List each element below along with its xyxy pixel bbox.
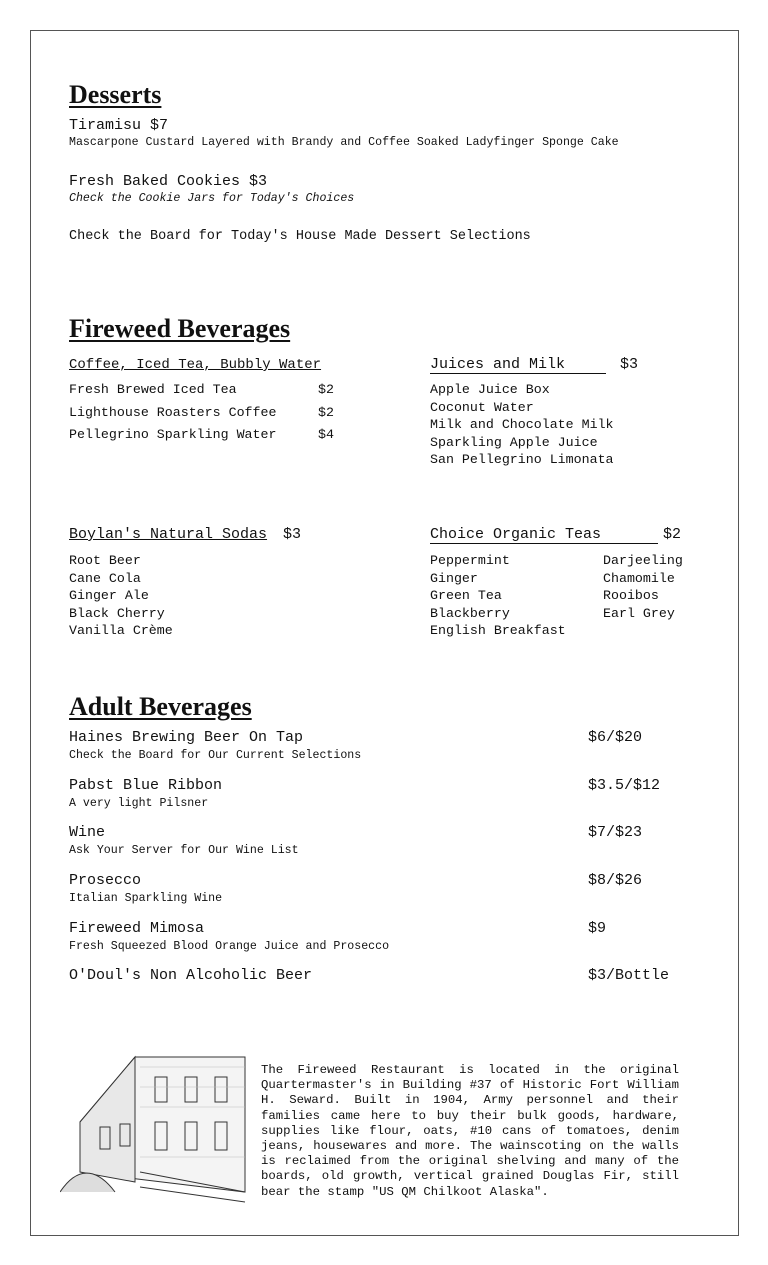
- dessert-name: Tiramisu $7: [69, 117, 169, 134]
- dessert-note: Check the Board for Today's House Made Dessert Selections: [69, 229, 531, 244]
- adult-item-desc: Italian Sparkling Wine: [69, 892, 223, 905]
- list-item: English Breakfast: [430, 623, 566, 638]
- list-item: Black Cherry: [69, 605, 165, 621]
- list-item: Sparkling Apple Juice: [430, 434, 598, 450]
- list-item: Rooibos: [603, 588, 659, 603]
- item-price: $2: [318, 404, 334, 420]
- adult-item-name: Pabst Blue Ribbon: [69, 777, 223, 794]
- list-item: Milk and Chocolate Milk: [430, 417, 614, 432]
- adult-item-price: $8/$26: [588, 872, 643, 889]
- dessert-desc: Check the Cookie Jars for Today's Choices: [69, 192, 355, 205]
- sodas-price: $3: [283, 526, 302, 543]
- list-item: Ginger Ale: [69, 588, 149, 603]
- list-item: Blackberry: [430, 605, 510, 621]
- list-item: San Pellegrino Limonata: [430, 452, 614, 467]
- list-item: Earl Grey: [603, 605, 675, 621]
- sodas-list: [69, 552, 173, 640]
- adult-item-name: Haines Brewing Beer On Tap: [69, 729, 304, 746]
- sodas-header: [69, 526, 301, 543]
- item-name: Pellegrino Sparkling Water: [69, 427, 277, 442]
- adult-item-name: Prosecco: [69, 872, 142, 889]
- juices-header: [430, 356, 638, 374]
- sodas-title: Boylan's Natural Sodas: [69, 526, 268, 543]
- list-item: Green Tea: [430, 588, 502, 603]
- adult-item-price: $9: [588, 920, 607, 937]
- teas-title: Choice Organic Teas: [430, 526, 658, 544]
- adult-item-desc: Ask Your Server for Our Wine List: [69, 844, 299, 857]
- list-item: Apple Juice Box: [430, 382, 550, 397]
- dessert-desc: Mascarpone Custard Layered with Brandy and Coffee Soaked Ladyfinger Sponge Cake: [69, 136, 619, 149]
- adult-item-price: $3/Bottle: [588, 967, 670, 984]
- list-item: [69, 381, 334, 399]
- list-item: Coconut Water: [430, 399, 534, 415]
- list-item: Vanilla Crème: [69, 623, 173, 638]
- juices-price: $3: [620, 356, 639, 373]
- teas-price: $2: [663, 526, 682, 543]
- item-name: Lighthouse Roasters Coffee: [69, 404, 277, 420]
- fireweed-heading: Fireweed Beverages: [69, 314, 291, 343]
- list-item: Chamomile: [603, 570, 675, 586]
- item-name: Fresh Brewed Iced Tea: [69, 382, 237, 397]
- dessert-name: Fresh Baked Cookies $3: [69, 173, 268, 190]
- adult-item-name: Fireweed Mimosa: [69, 920, 205, 937]
- adult-item-desc: A very light Pilsner: [69, 797, 209, 810]
- list-item: Root Beer: [69, 553, 141, 568]
- desserts-heading: Desserts: [69, 80, 162, 109]
- list-item: [69, 404, 334, 422]
- adult-item-name: Wine: [69, 824, 106, 841]
- adult-item-price: $3.5/$12: [588, 777, 661, 794]
- adult-item-name: O'Doul's Non Alcoholic Beer: [69, 967, 313, 984]
- item-price: $2: [318, 382, 334, 397]
- teas-header: [430, 526, 681, 544]
- coffee-title: Coffee, Iced Tea, Bubbly Water: [69, 357, 322, 373]
- list-item: Peppermint: [430, 553, 510, 568]
- building-illustration: [60, 1052, 250, 1212]
- adult-item-desc: Fresh Squeezed Blood Orange Juice and Prosecco: [69, 940, 390, 953]
- list-item: Ginger: [430, 570, 478, 586]
- history-text: The Fireweed Restaurant is located in the original Quartermaster's in Building #37 of Historic Fort William H. Seward. Built in 1904, Army personnel and their families came here to buy their bulk goods, hardware, supplies like flour, oats, #10 cans of tomatoes, denim jeans, housewares and more. The wainscoting on the walls is reclaimed from the original shelving and many of the boards, old growth, vertical grained Douglas Fir, still bear the stamp "US QM Chilkoot Alaska".: [261, 1063, 679, 1199]
- juices-title: Juices and Milk: [430, 356, 606, 374]
- list-item: [69, 426, 334, 444]
- teas-list-1: [430, 552, 566, 640]
- coffee-list: [69, 381, 334, 444]
- list-item: Darjeeling: [603, 553, 683, 568]
- teas-list-2: [603, 552, 683, 622]
- adult-item-desc: Check the Board for Our Current Selections: [69, 749, 362, 762]
- adult-item-price: $7/$23: [588, 824, 643, 841]
- list-item: Cane Cola: [69, 570, 141, 586]
- juices-list: [430, 381, 614, 469]
- item-price: $4: [318, 427, 334, 442]
- adult-heading: Adult Beverages: [69, 692, 252, 721]
- adult-item-price: $6/$20: [588, 729, 643, 746]
